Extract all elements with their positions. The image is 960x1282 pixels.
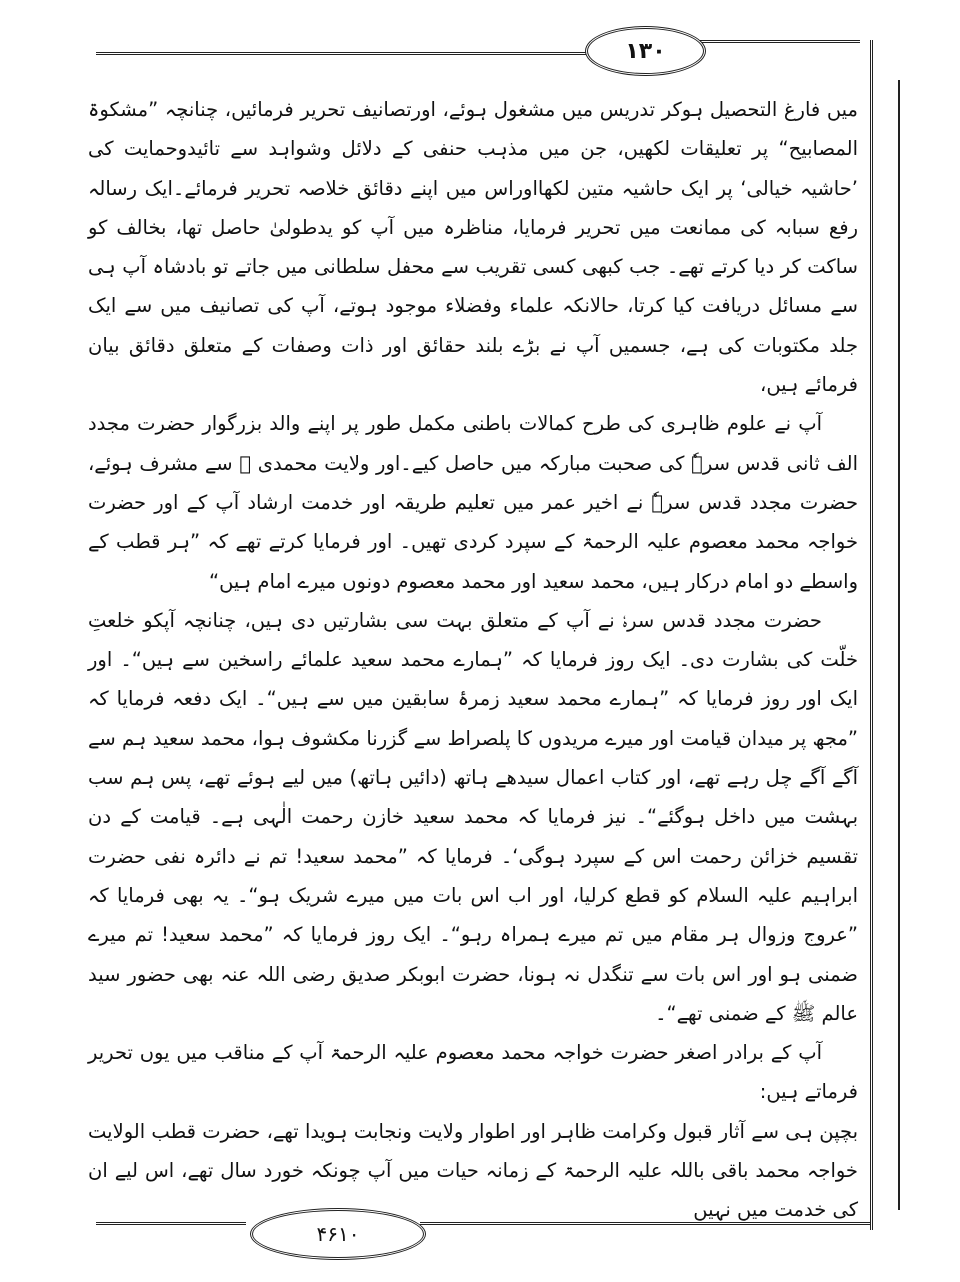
paragraph: حضرت مجدد قدس سرہٗ نے آپ کے متعلق بہت سی بشارتیں دی ہیں، چنانچہ آپکو خلعتِ خلّت کی بشارت دی۔ ایک روز فرمایا کہ ”ہمارے محمد سعید علمائے راسخین سے ہیں“۔ اور ایک اور روز فرمایا کہ ”ہمارے محمد سعید زمرۂ سابقین میں سے ہیں“۔ ایک دفعہ فرمایا کہ ”مجھ پر میدان قیامت اور میرے مریدوں کا پلصراط سے گزرنا مکشوف ہوا، محمد سعید ہم سے آگے آگے چل رہے تھے، اور کتاب اعمال سیدھے ہاتھ (دائیں ہاتھ) میں لیے ہوئے تھے، پس ہم سب بہشت میں داخل ہوگئے“۔ نیز فرمایا کہ محمد سعید خازن رحمت الٰہی ہے۔ قیامت کے دن تقسیم خزائن رحمت اس کے سپرد ہوگی‘۔ فرمایا کہ ”محمد سعید! تم نے دائرہ نفی حضرت ابراہیم علیہ السلام کو قطع کرلیا، اور اب اس بات میں میرے شریک ہو“۔ یہ بھی فرمایا کہ ”عروج وزوال ہر مقام میں تم میرے ہمراہ رہو“۔ ایک روز فرمایا کہ ”محمد سعید! تم میرے ضمنی ہو اور اس بات سے تنگدل نہ ہونا، حضرت ابوبکر صدیق رضی اللہ عنہ بھی حضور سید عالم ﷺ کے ضمنی تھے“۔: [88, 608, 858, 1025]
frame-right-inner-border: [898, 80, 900, 1210]
paragraph: میں فارغ التحصیل ہوکر تدریس میں مشغول ہوئے، اورتصانیف تحریر فرمائیں، چنانچہ ”مشکوۃ المصابیح“ پر تعلیقات لکھیں، جن میں مذہب حنفی کے دلائل وشواہد سے تائیدوحمایت کی ’حاشیہ خیالی‘ پر ایک حاشیہ متین لکھااوراس میں اپنے دقائق خلاصہ تحریر فرمائے۔ایک رسالہ رفع سبابہ کی ممانعت میں تحریر فرمایا، مناظرہ میں آپ کو یدطولیٰ حاصل تھا، بخالف کو ساکت کر دیا کرتے تھے۔ جب کبھی کسی تقریب سے محفل سلطانی میں جاتے تو بادشاہ آپ ہی سے مسائل دریافت کیا کرتا، حالانکہ علماء وفضلاء موجود ہوتے، آپ کی تصانیف میں سے ایک جلد مکتوبات کی ہے، جسمیں آپ نے بڑے بلند حقائق اور ذات وصفات کے متعلق دقائق بیان فرمائے ہیں،: [88, 98, 858, 397]
frame-top-border-right: [700, 40, 860, 43]
frame-right-border: [870, 40, 873, 1230]
frame-top-border: [96, 52, 592, 55]
paragraph: آپ نے علوم ظاہری کی طرح کمالات باطنی مکمل طور پر اپنے والد بزرگوار حضرت مجدد الف ثانی قدس سرہٗ کی صحبت مبارکہ میں حاصل کیے۔اور ولایت محمدی ﷺ سے مشرف ہوئے، حضرت مجدد قدس سرہٗ نے اخیر عمر میں تعلیم طریقہ اور خدمت ارشاد آپ کے اور حضرت خواجہ محمد معصوم علیہ الرحمۃ کے سپرد کردی تھیں۔ اور فرمایا کرتے تھے کہ ”ہر قطب کے واسطے دو امام درکار ہیں، محمد سعید اور محمد معصوم دونوں میرے امام ہیں“: [88, 412, 858, 593]
page-number: ۱۳۰: [585, 26, 706, 76]
footer-reference: ۴۶۱۰: [250, 1208, 426, 1260]
body-text: [88, 90, 858, 1230]
paragraph: آپ کے برادر اصغر حضرت خواجہ محمد معصوم علیہ الرحمۃ آپ کے مناقب میں یوں تحریر فرماتے ہیں:: [88, 1041, 858, 1104]
paragraph: بچپن ہی سے آثار قبول وکرامت ظاہر اور اطوار ولایت ونجابت ہویدا تھے، حضرت قطب الولایت خواجہ محمد باقی باللہ علیہ الرحمۃ کے زمانہ حیات میں آپ چونکہ خورد سال تھے، اس لیے ان کی خدمت میں نہیں: [88, 1119, 858, 1222]
